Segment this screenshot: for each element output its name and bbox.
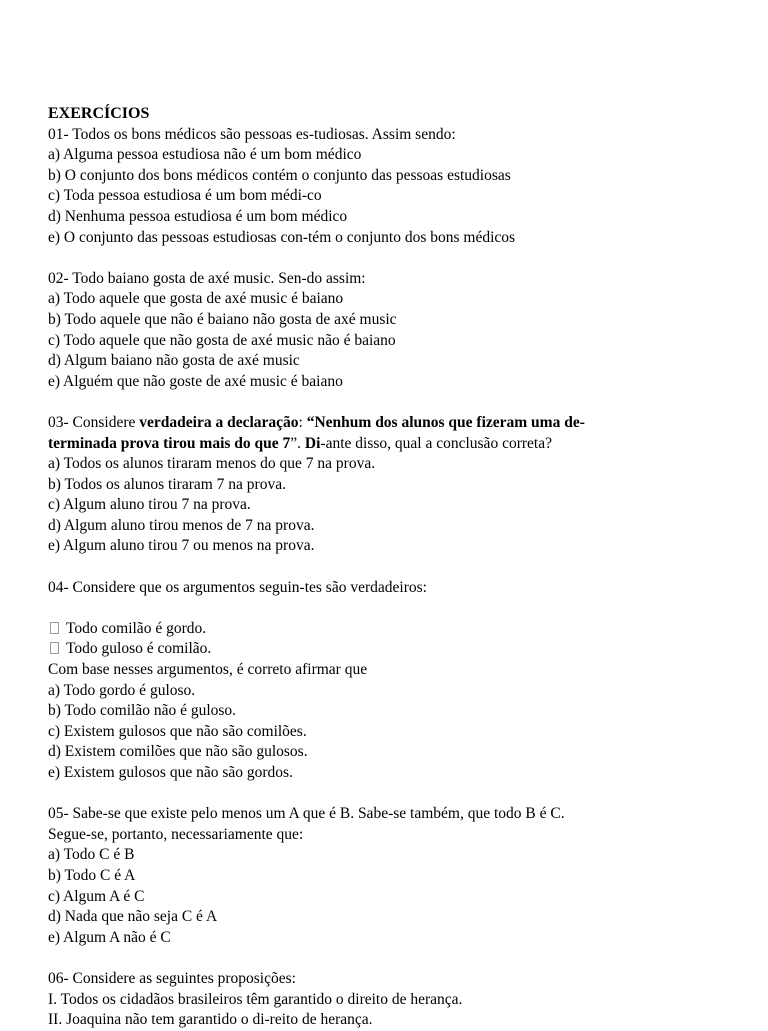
question-3-stem-line-2 [48,434,738,455]
question-3-stem-text: 03- Considere [48,413,140,431]
question-4-lead: Com base nesses argumentos, é correto afirmar que [48,661,368,679]
question-5-option-d: d) Nada que não seja C é A [48,908,218,926]
question-1-option-d: d) Nenhuma pessoa estudiosa é um bom médico [48,207,348,225]
question-4-premise-text: Todo comilão é gordo. [66,619,207,637]
question-4-premise [48,639,738,660]
question-4-option-b: b) Todo comilão não é guloso. [48,702,237,720]
spacer [48,248,738,269]
document-page [48,104,738,1031]
spacer [48,948,738,969]
question-1-option-c: c) Toda pessoa estudiosa é um bom médi-co [48,187,322,205]
page-title: EXERCÍCIOS [48,105,150,122]
question-4-option-c: c) Existem gulosos que não são comilões. [48,722,307,740]
spacer [48,392,738,413]
question-5 [48,804,738,948]
question-3-option-a: a) Todos os alunos tiraram menos do que 7 na prova. [48,455,376,473]
question-6-stem: 06- Considere as seguintes proposições: [48,969,296,987]
question-2-stem: 02- Todo baiano gosta de axé music. Sen-do assim: [48,269,366,287]
question-3-stem-bold: “Nenhum dos alunos que fizeram uma de- [306,413,585,431]
question-4-option-a: a) Todo gordo é guloso. [48,681,196,699]
question-3-stem-bold: Di [304,434,321,452]
question-5-option-b: b) Todo C é A [48,866,136,884]
question-1-stem: 01- Todos os bons médicos são pessoas es-tudiosas. Assim sendo: [48,125,456,143]
question-3-stem-text: : [298,413,307,431]
question-3-stem-bold: verdadeira a declaração [139,413,299,431]
question-6-item-1: I. Todos os cidadãos brasileiros têm garantido o direito de herança. [48,990,463,1008]
spacer [48,557,738,578]
question-1-option-b: b) O conjunto dos bons médicos contém o conjunto das pessoas estudiosas [48,166,511,184]
question-3-stem-text: ”. [290,434,305,452]
question-2-option-b: b) Todo aquele que não é baiano não gosta de axé music [48,310,397,328]
question-2-option-c: c) Todo aquele que não gosta de axé music não é baiano [48,331,396,349]
question-3 [48,413,738,557]
question-4-premise-text: Todo guloso é comilão. [66,640,212,658]
question-3-stem-text: -ante disso, qual a conclusão correta? [320,434,552,452]
question-4-stem: 04- Considere que os argumentos seguin-tes são verdadeiros: [48,578,427,596]
question-1-option-a: a) Alguma pessoa estudiosa não é um bom médico [48,146,362,164]
question-5-stem-line-2: Segue-se, portanto, necessariamente que: [48,825,304,843]
question-4-option-e: e) Existem gulosos que não são gordos. [48,764,293,781]
question-5-option-c: c) Algum A é C [48,887,145,905]
question-5-option-e: e) Algum A não é C [48,928,171,946]
question-1-option-e: e) O conjunto das pessoas estudiosas con-tém o conjunto dos bons médicos [48,228,516,246]
question-1 [48,125,738,249]
question-4 [48,578,738,784]
spacer [48,598,738,619]
question-5-stem-line-1: 05- Sabe-se que existe pelo menos um A que é B. Sabe-se também, que todo B é C. [48,805,565,823]
question-3-stem-bold: terminada prova tirou mais do que 7 [48,434,291,452]
question-4-premise [48,619,738,640]
question-6-item-2: II. Joaquina não tem garantido o di-reito de herança. [48,1011,373,1029]
question-5-option-a: a) Todo C é B [48,846,135,864]
checkbox-bullet-icon [50,642,59,654]
question-3-option-d: d) Algum aluno tirou menos de 7 na prova. [48,516,315,534]
question-3-option-c: c) Algum aluno tirou 7 na prova. [48,496,251,514]
question-6 [48,969,738,1031]
spacer [48,784,738,805]
question-3-option-b: b) Todos os alunos tiraram 7 na prova. [48,475,286,493]
question-3-option-e: e) Algum aluno tirou 7 ou menos na prova. [48,537,315,555]
checkbox-bullet-icon [50,622,59,634]
question-2-option-e: e) Alguém que não goste de axé music é baiano [48,372,343,390]
question-4-option-d: d) Existem comilões que não são gulosos. [48,743,308,761]
question-2-option-a: a) Todo aquele que gosta de axé music é baiano [48,290,344,308]
question-3-stem-line-1 [48,413,738,434]
question-2 [48,269,738,393]
question-2-option-d: d) Algum baiano não gosta de axé music [48,352,300,370]
